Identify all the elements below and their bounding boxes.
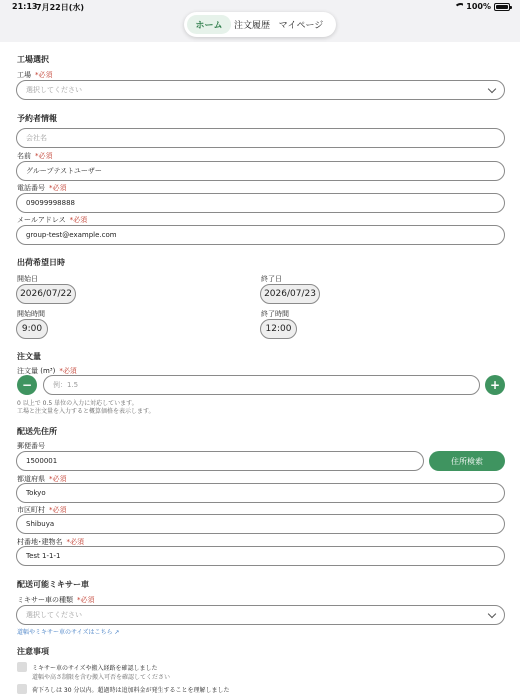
end-date-picker[interactable]: 2026/07/23: [260, 284, 320, 304]
status-date: 7月22日(水): [36, 3, 85, 12]
phone-input[interactable]: [16, 193, 505, 213]
section-title-shipping: 出荷希望日時: [17, 258, 65, 267]
email-label: [17, 215, 87, 225]
note-checkbox-1[interactable]: [17, 662, 27, 672]
status-time: 21:13: [12, 2, 38, 11]
order-label-text: 注文量 (m³): [17, 367, 56, 375]
phone-label: [17, 183, 67, 193]
pref-value: Tokyo: [26, 489, 46, 497]
section-title-reserver: 予約者情報: [17, 114, 57, 123]
required-mark: *必須: [35, 71, 53, 79]
zip-value: 1500001: [26, 457, 58, 465]
increase-button[interactable]: +: [485, 375, 505, 395]
tab-home[interactable]: ホーム: [187, 15, 231, 34]
company-placeholder: 会社名: [26, 134, 47, 142]
start-time-picker[interactable]: 9:00: [16, 319, 48, 339]
zip-label: 郵便番号: [17, 442, 45, 450]
tab-order-history[interactable]: 注文履歴: [233, 21, 270, 31]
city-value: Shibuya: [26, 520, 55, 528]
name-label-text: 名前: [17, 152, 31, 160]
name-input[interactable]: [16, 161, 505, 181]
required-mark: *必須: [35, 152, 53, 160]
start-date-label: 開始日: [17, 275, 38, 283]
name-value: グループテストユーザー: [26, 167, 102, 175]
section-title-notes: 注意事項: [17, 647, 49, 656]
mixer-select[interactable]: [16, 605, 505, 625]
section-title-factory: 工場選択: [17, 55, 49, 64]
required-mark: *必須: [77, 596, 95, 604]
mixer-label-text: ミキサー車の種類: [17, 596, 73, 604]
zip-input[interactable]: [16, 451, 424, 471]
required-mark: *必須: [66, 538, 84, 546]
company-input[interactable]: [16, 128, 505, 148]
city-label-text: 市区町村: [17, 506, 45, 514]
address-search-button[interactable]: 住所検索: [429, 451, 505, 471]
required-mark: *必須: [49, 184, 67, 192]
prefecture-input[interactable]: [16, 483, 505, 503]
section-title-mixer: 配送可能ミキサー車: [17, 580, 89, 589]
phone-label-text: 電話番号: [17, 184, 45, 192]
street-input[interactable]: [16, 546, 505, 566]
factory-placeholder: 選択してください: [26, 86, 82, 94]
mixer-label: [17, 595, 95, 605]
section-title-address: 配送先住所: [17, 427, 57, 436]
note-text-2: 荷下ろしは 30 分以内。超過時は追加料金が発生することを理解しました: [32, 687, 230, 694]
mixer-size-link[interactable]: 道幅やミキサー車のサイズはこちら ↗: [17, 629, 120, 636]
order-hint-1: 0 以上で 0.5 単位の入力に対応しています。: [17, 400, 138, 407]
factory-select[interactable]: [16, 80, 505, 100]
order-hint-2: 工場と注文量を入力すると概算価格を表示します。: [17, 408, 155, 415]
email-label-text: メールアドレス: [17, 216, 66, 224]
email-input[interactable]: [16, 225, 505, 245]
start-date-picker[interactable]: 2026/07/22: [16, 284, 76, 304]
battery-percent: 100%: [466, 2, 491, 11]
required-mark: *必須: [49, 475, 67, 483]
chevron-down-icon: [488, 85, 496, 93]
status-indicators: [454, 2, 510, 11]
note-subtext-1: 道幅や高さ制限を含む搬入可否を確認してください: [32, 674, 171, 681]
required-mark: *必須: [49, 506, 67, 514]
mixer-placeholder: 選択してください: [26, 611, 82, 619]
end-time-picker[interactable]: 12:00: [260, 319, 297, 339]
section-title-order: 注文量: [17, 352, 41, 361]
quantity-input[interactable]: [43, 375, 480, 395]
top-bar: [0, 0, 520, 42]
street-label-text: 村番地･建物名: [17, 538, 63, 546]
email-value: group-test@example.com: [26, 231, 117, 239]
chevron-down-icon: [488, 610, 496, 618]
wifi-icon: [454, 3, 463, 10]
phone-value: 09099998888: [26, 199, 75, 207]
note-text-1: ミキサー車のサイズや搬入経路を確認しました: [32, 665, 158, 672]
decrease-button[interactable]: −: [17, 375, 37, 395]
factory-label: [17, 70, 53, 80]
quantity-placeholder: 例：1.5: [53, 381, 79, 389]
end-date-label: 終了日: [261, 275, 282, 283]
end-time-label: 終了時間: [261, 310, 289, 318]
city-input[interactable]: [16, 514, 505, 534]
note-checkbox-2[interactable]: [17, 684, 27, 694]
factory-label-text: 工場: [17, 71, 31, 79]
tab-mypage[interactable]: マイページ: [278, 21, 324, 31]
start-time-label: 開始時間: [17, 310, 45, 318]
required-mark: *必須: [59, 367, 77, 375]
tab-bar: [184, 12, 336, 37]
required-mark: *必須: [69, 216, 88, 224]
name-label: [17, 151, 53, 161]
street-value: Test 1-1-1: [26, 552, 61, 560]
battery-icon: [494, 3, 510, 11]
pref-label-text: 都道府県: [17, 475, 45, 483]
